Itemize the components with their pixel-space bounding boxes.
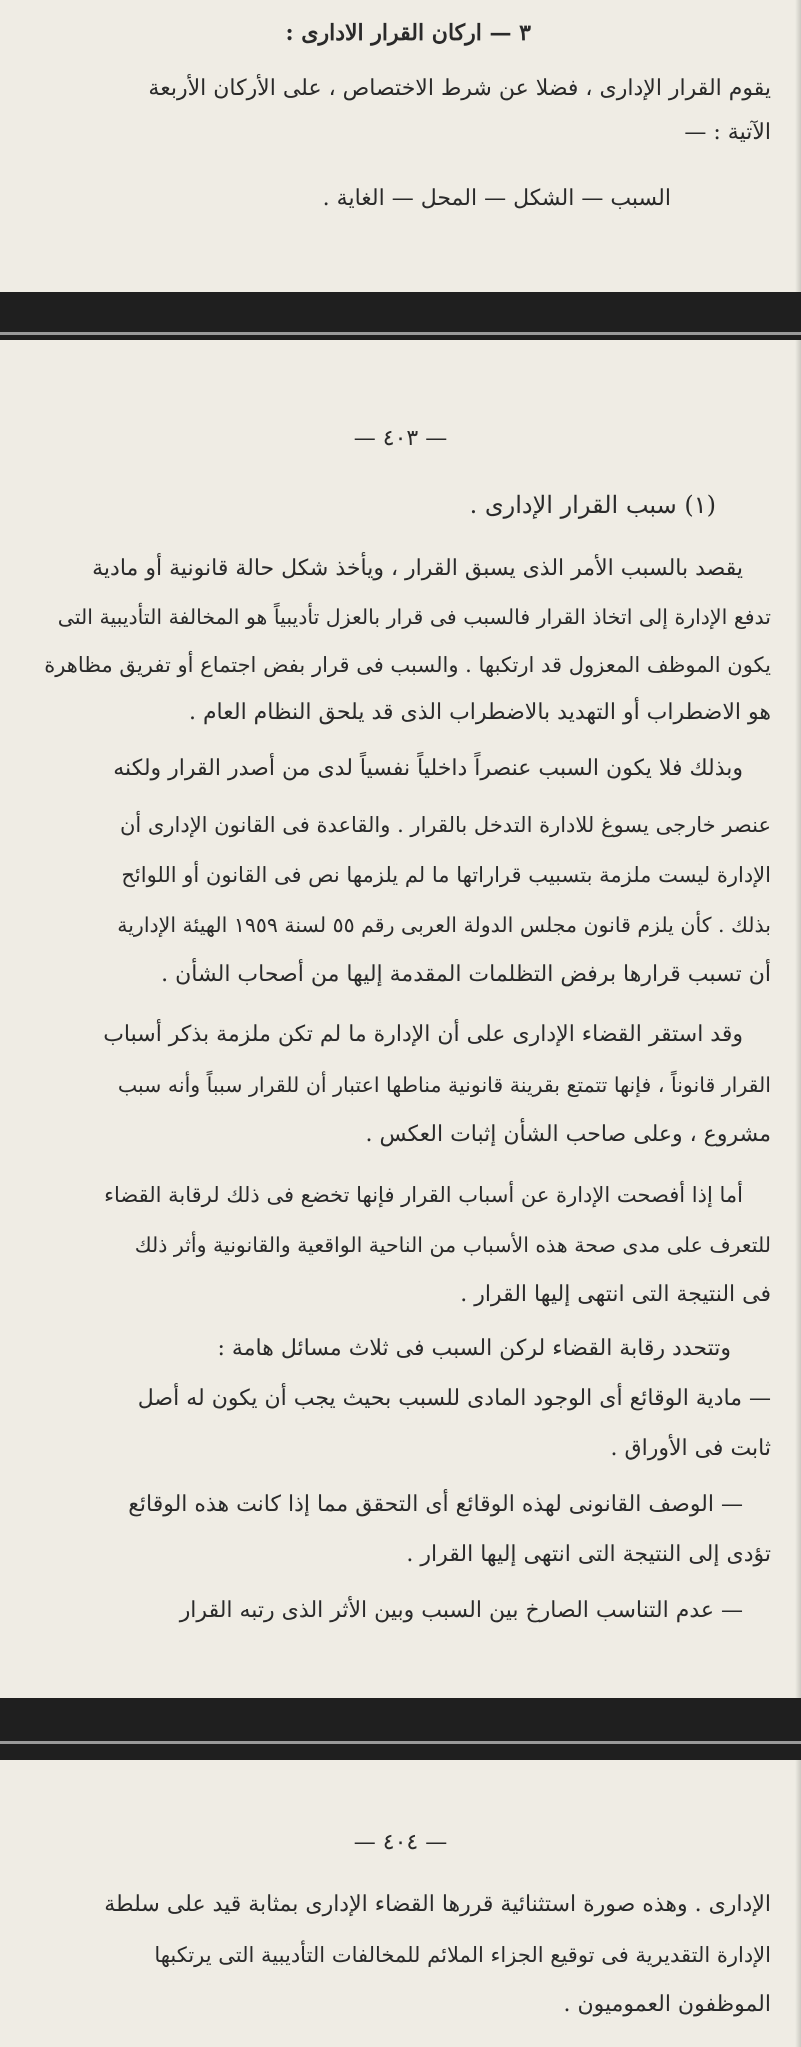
text-line: عنصر خارجى يسوغ للادارة التدخل بالقرار . والقاعدة فى القانون الإدارى أن — [120, 813, 771, 837]
text-line: تدفع الإدارة إلى اتخاذ القرار فالسبب فى قرار بالعزل تأديبياً هو المخالفة التأديبية التى — [57, 605, 771, 629]
text-line: — الوصف القانونى لهذه الوقائع أى التحقق مما إذا كانت هذه الوقائع — [128, 1492, 743, 1517]
text-line: الإدارى . وهذه صورة استثنائية قررها القضاء الإدارى بمثابة قيد على سلطة — [104, 1892, 771, 1917]
text-line: يقوم القرار الإدارى ، فضلا عن شرط الاختصاص ، على الأركان الأربعة — [148, 76, 771, 101]
page-402-fragment — [0, 0, 801, 292]
text-line: ثابت فى الأوراق . — [610, 1436, 771, 1461]
text-line: القرار قانوناً ، فإنها تتمتع بقرينة قانونية مناطها اعتبار أن للقرار سبباً وأنه سبب — [117, 1073, 771, 1097]
text-line: تؤدى إلى النتيجة التى انتهى إليها القرار . — [406, 1542, 771, 1567]
page-edge-shadow — [795, 0, 801, 292]
text-line: هو الاضطراب أو التهديد بالاضطراب الذى قد يلحق النظام العام . — [188, 700, 771, 725]
text-line: وتتحدد رقابة القضاء لركن السبب فى ثلاث مسائل هامة : — [217, 1336, 731, 1361]
page-number: — ٤٠٣ — — [353, 426, 448, 451]
text-line: الآتية : — — [684, 120, 771, 145]
section-heading: ٣ — اركان القرار الادارى : — [285, 20, 531, 46]
text-line: يكون الموظف المعزول قد ارتكبها . والسبب فى قرار بفض اجتماع أو تفريق مظاهرة — [44, 653, 771, 677]
section-title: (١) سبب القرار الإدارى . — [469, 491, 716, 519]
text-line: بذلك . كأن يلزم قانون مجلس الدولة العربى رقم ٥٥ لسنة ١٩٥٩ الهيئة الإدارية — [117, 913, 771, 937]
page-divider — [0, 332, 801, 335]
text-line: وبذلك فلا يكون السبب عنصراً داخلياً نفسياً لدى من أصدر القرار ولكنه — [113, 756, 743, 781]
text-line: مشروع ، وعلى صاحب الشأن إثبات العكس . — [365, 1122, 771, 1147]
page-403 — [0, 340, 801, 1698]
page-number: — ٤٠٤ — — [353, 1830, 448, 1855]
text-line: أن تسبب قرارها برفض التظلمات المقدمة إليها من أصحاب الشأن . — [161, 962, 771, 987]
page-edge-shadow — [795, 340, 801, 1698]
text-line: — عدم التناسب الصارخ بين السبب وبين الأثر الذى رتبه القرار — [179, 1598, 743, 1623]
page-edge-shadow — [795, 1760, 801, 2047]
page-404 — [0, 1760, 801, 2047]
text-line: وقد استقر القضاء الإدارى على أن الإدارة ما لم تكن ملزمة بذكر أسباب — [103, 1022, 743, 1047]
text-line: — مادية الوقائع أى الوجود المادى للسبب بحيث يجب أن يكون له أصل — [137, 1386, 771, 1411]
text-line: السبب — الشكل — المحل — الغاية . — [322, 186, 671, 211]
text-line: الإدارة ليست ملزمة بتسبيب قراراتها ما لم يلزمها نص فى القانون أو اللوائح — [121, 863, 771, 887]
text-line: يقصد بالسبب الأمر الذى يسبق القرار ، ويأخذ شكل حالة قانونية أو مادية — [92, 556, 743, 581]
text-line: للتعرف على مدى صحة هذه الأسباب من الناحية الواقعية والقانونية وأثر ذلك — [134, 1233, 771, 1257]
page-divider — [0, 1741, 801, 1744]
text-line: فى النتيجة التى انتهى إليها القرار . — [460, 1282, 771, 1307]
text-line: الإدارة التقديرية فى توقيع الجزاء الملائم للمخالفات التأديبية التى يرتكبها — [154, 1943, 771, 1967]
text-line: الموظفون العموميون . — [563, 1992, 771, 2017]
text-line: أما إذا أفصحت الإدارة عن أسباب القرار فإنها تخضع فى ذلك لرقابة القضاء — [104, 1183, 743, 1207]
